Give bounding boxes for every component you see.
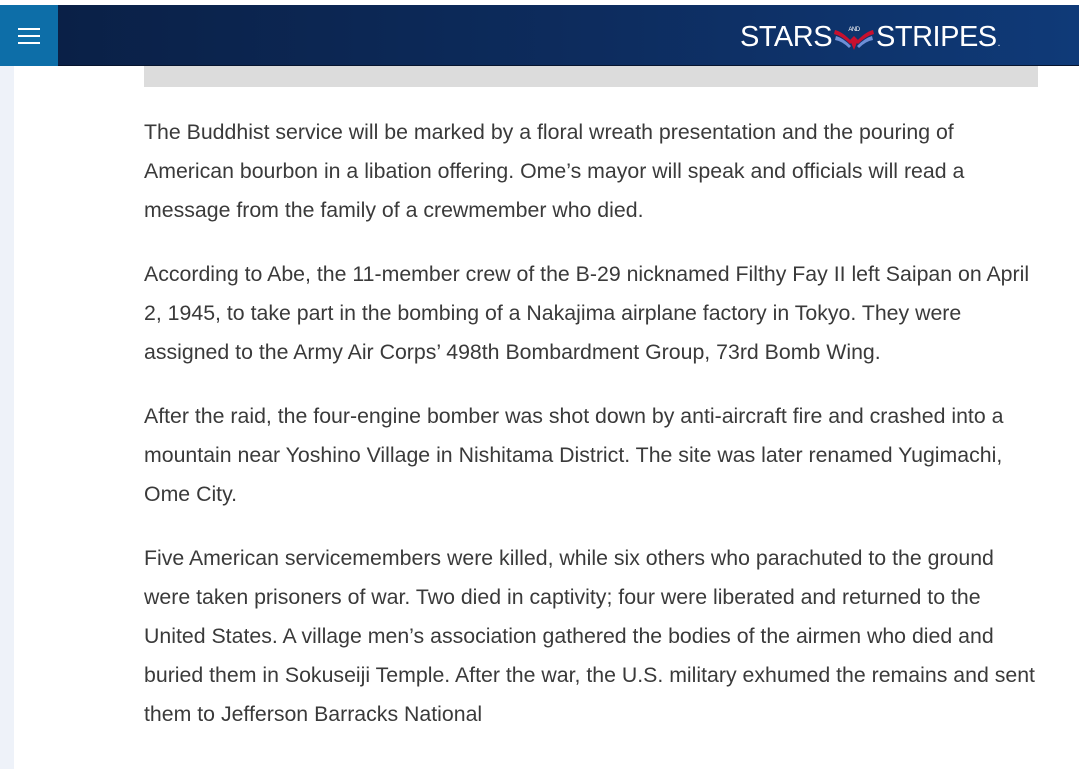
site-header [0, 0, 1079, 66]
article-paragraph: After the raid, the four-engine bomber was shot down by anti-aircraft fire and crashed into a mountain near Yoshino Village in Nishitama District. The site was later renamed Yugimachi, Ome City. [144, 404, 1004, 506]
logo-registered-mark: . [997, 38, 1000, 49]
logo-and-text: AND [848, 27, 860, 33]
logo-word-stars: STARS [740, 21, 833, 53]
left-rail [0, 66, 14, 769]
logo-word-stripes: STRIPES [876, 21, 997, 53]
hamburger-menu-icon [18, 27, 40, 45]
menu-button[interactable] [0, 5, 58, 66]
site-logo[interactable] [740, 19, 1000, 55]
article-paragraph: The Buddhist service will be marked by a floral wreath presentation and the pouring of American bourbon in a libation offering. Ome’s mayor will speak and officials will read a message from the family of a crewmember who died. [144, 120, 965, 222]
image-placeholder-bar [144, 66, 1038, 87]
logo-and-badge-icon [833, 22, 875, 52]
article-body [144, 113, 1044, 759]
article-paragraph: Five American servicemembers were killed, while six others who parachuted to the ground were taken prisoners of war. Two died in captivity; four were liberated and returned to the United States. A village men’s association gathered the bodies of the airmen who died and buried them in Sokuseiji Temple. After the war, the U.S. military exhumed the remains and sent them to Jefferson Barracks National [144, 546, 1035, 726]
article-paragraph: According to Abe, the 11-member crew of the B-29 nicknamed Filthy Fay II left Saipan on April 2, 1945, to take part in the bombing of a Nakajima airplane factory in Tokyo. They were assigned to the Army Air Corps’ 498th Bombardment Group, 73rd Bomb Wing. [144, 262, 1030, 364]
